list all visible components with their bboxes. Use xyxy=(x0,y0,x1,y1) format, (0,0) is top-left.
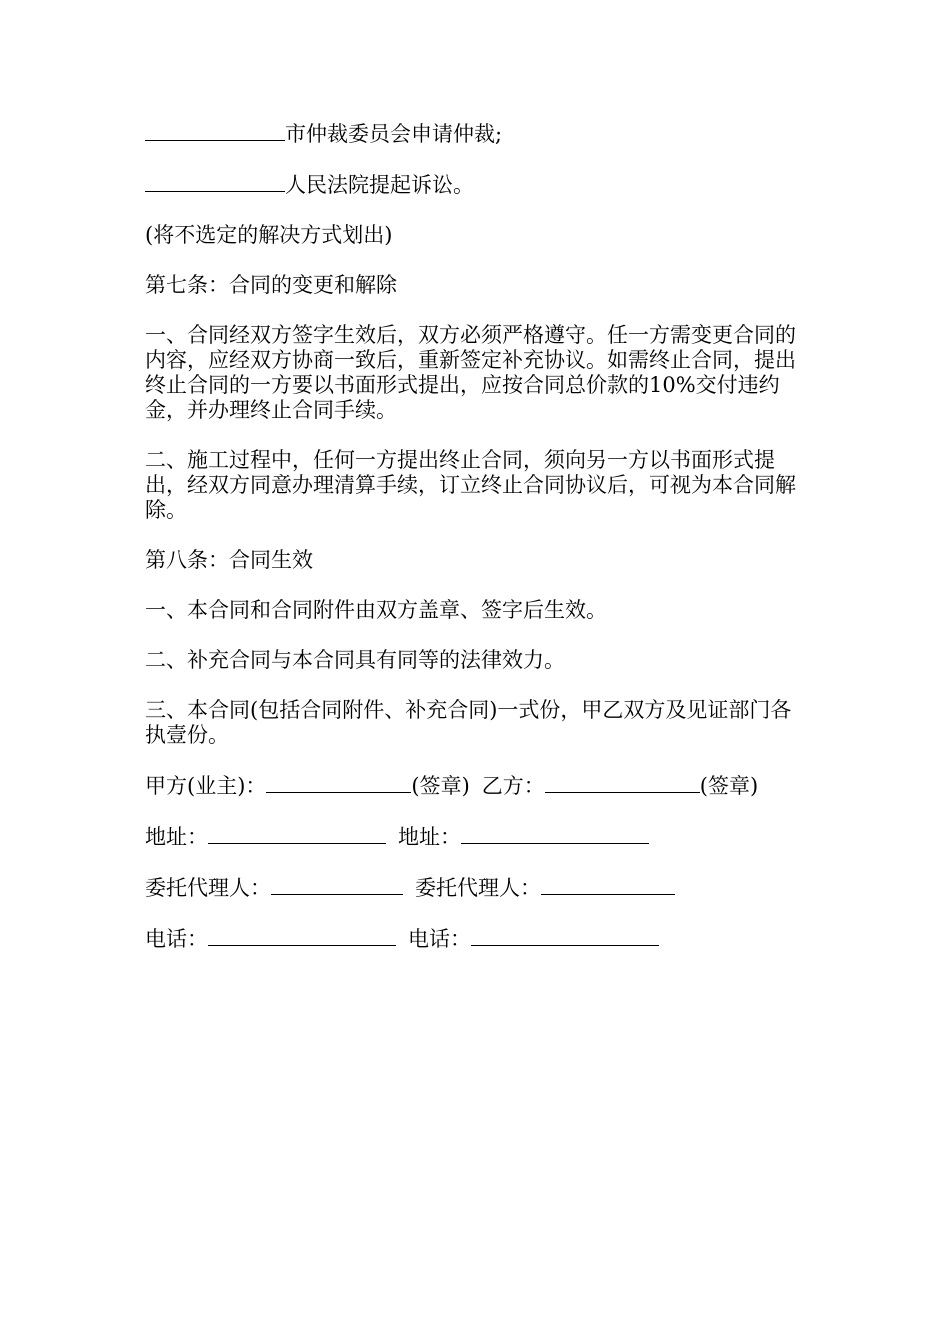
party-a-blank xyxy=(266,773,411,793)
article-8-paragraph-3: 三、本合同(包括合同附件、补充合同)一式份，甲乙双方及见证部门各执壹份。 xyxy=(145,698,792,747)
party-b-blank xyxy=(545,773,700,793)
party-b-label: 乙方： xyxy=(481,774,545,798)
selection-note: (将不选定的解决方式划出) xyxy=(145,223,393,247)
signature-party-row xyxy=(145,773,809,799)
party-a-label: 甲方(业主)： xyxy=(145,774,267,798)
address-b-label: 地址： xyxy=(398,825,461,849)
party-a-seal: (签章) xyxy=(411,774,470,798)
phone-b-label: 电话： xyxy=(408,927,471,951)
agent-b-blank xyxy=(541,875,675,895)
article-8-paragraph-1: 一、本合同和合同附件由双方盖章、签字后生效。 xyxy=(145,598,607,622)
court-blank xyxy=(145,172,285,192)
phone-a-blank xyxy=(208,926,396,946)
signature-address-row xyxy=(145,824,809,850)
agent-a-label: 委托代理人： xyxy=(145,876,271,900)
article-7-paragraph-2: 二、施工过程中，任何一方提出终止合同，须向另一方以书面形式提出，经双方同意办理清算手续，订立终止合同协议后，可视为本合同解除。 xyxy=(145,448,796,522)
article-7-paragraph-1: 一、合同经双方签字生效后，双方必须严格遵守。任一方需变更合同的内容，应经双方协商一致后，重新签定补充协议。如需终止合同，提出终止合同的一方要以书面形式提出，应按合同总价款的10%交付违约金，并办理终止合同手续。 xyxy=(145,323,796,422)
court-line xyxy=(145,172,809,198)
signature-phone-row xyxy=(145,926,809,952)
party-b-seal: (签章) xyxy=(699,774,759,798)
article-8-paragraph-2: 二、补充合同与本合同具有同等的法律效力。 xyxy=(145,648,565,672)
signature-agent-row xyxy=(145,875,809,901)
article-7-title: 第七条：合同的变更和解除 xyxy=(145,273,397,297)
address-a-blank xyxy=(208,824,386,844)
contract-page xyxy=(145,121,809,952)
agent-b-label: 委托代理人： xyxy=(415,876,541,900)
arbitration-text: 市仲裁委员会申请仲裁; xyxy=(285,122,503,146)
address-a-label: 地址： xyxy=(145,825,208,849)
court-text: 人民法院提起诉讼。 xyxy=(285,173,474,197)
arbitration-city-blank xyxy=(145,121,285,141)
article-8-title: 第八条：合同生效 xyxy=(145,548,313,572)
address-b-blank xyxy=(461,824,649,844)
phone-b-blank xyxy=(471,926,659,946)
agent-a-blank xyxy=(271,875,403,895)
phone-a-label: 电话： xyxy=(145,927,208,951)
arbitration-line xyxy=(145,121,809,147)
